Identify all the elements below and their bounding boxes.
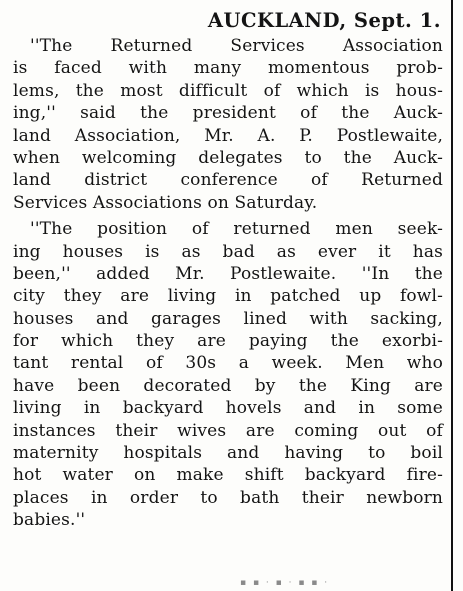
text-line: lems, the most difficult of which is hous- [13,80,443,101]
paragraph-1 [13,35,443,214]
paragraph-2 [13,218,443,531]
text-line: places in order to bath their newborn [13,487,443,508]
text-line: ing houses is as bad as ever it has [13,241,443,262]
text-line: maternity hospitals and having to boil [13,443,443,464]
text-line: land district conference of Returned [13,170,443,191]
text-line: when welcoming delegates to the Auck- [13,147,443,168]
text-line: instances their wives are coming out of [13,420,443,441]
text-line: hot water on make shift backyard fire- [13,465,443,486]
text-line: is faced with many momentous prob- [13,58,443,79]
text-line: Services Associations on Saturday. [13,192,318,213]
text-line: houses and garages lined with sacking, [13,308,443,329]
text-line: living in backyard hovels and in some [13,398,443,419]
text-line: have been decorated by the King are [13,375,443,396]
text-line: city they are living in patched up fowl- [13,286,443,307]
column-rule [451,0,453,591]
text-line: land Association, Mr. A. P. Postlewaite, [13,125,443,146]
article [13,8,443,532]
text-line: ''The position of returned men seek- [30,219,443,240]
text-line: ''The Returned Services Association [30,36,443,56]
text-line: babies.'' [13,510,86,531]
text-line: tant rental of 30s a week. Men who [13,353,443,374]
text-line: ing,'' said the president of the Auck- [13,103,443,124]
text-line: been,'' added Mr. Postlewaite. ''In the [13,263,443,284]
next-column-bleed: ▪ ▪ · ▪ · ▪ ▪ · [240,578,330,588]
dateline: AUCKLAND, Sept. 1. [207,9,441,32]
text-line: for which they are paying the exorbi- [13,331,443,352]
